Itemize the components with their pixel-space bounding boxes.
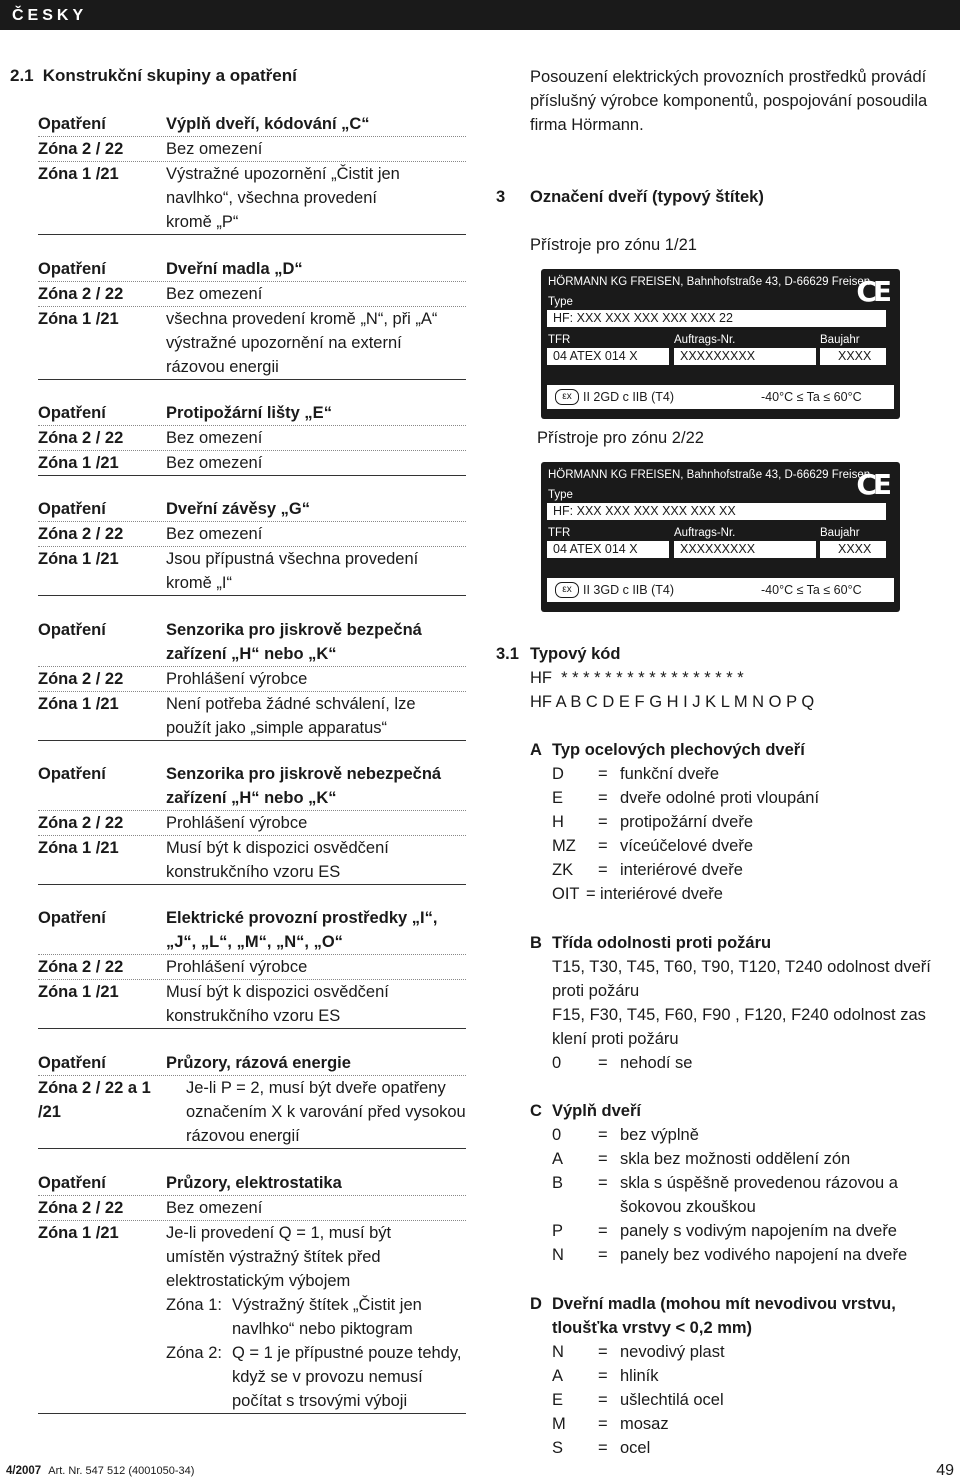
code-desc: skla bez možnosti oddělení zón	[620, 1150, 851, 1168]
zone-sub-value: Q = 1 je přípustné pouze tehdy, když se v provozu nemusí počítat s trsovými výboji	[232, 1344, 462, 1410]
row-value: Jsou přípustná všechna provedení kromě „I“	[166, 550, 419, 592]
zone-sub-value: Výstražný štítek „Čistit jen navlhko“ nebo piktogram	[232, 1296, 422, 1338]
row-value: Dveřní závěsy „G“	[166, 500, 310, 518]
row-value: Výplň dveří, kódování „C“	[166, 115, 370, 133]
plate-ex-bar	[547, 578, 894, 602]
row-key: Zóna 2 / 22	[38, 140, 124, 158]
row-key: Zóna 1 /21	[38, 1224, 119, 1242]
section-3-title	[496, 185, 956, 209]
ex-mark-icon: εx	[555, 582, 579, 598]
row-value: Bez omezení	[166, 1199, 263, 1217]
code-key: MZ	[552, 837, 576, 855]
row-key: Zóna 1 /21	[38, 550, 119, 568]
row-key: Opatření	[38, 765, 106, 783]
row-key: Zóna 2 / 22	[38, 670, 124, 688]
code-eq: =	[598, 1246, 608, 1264]
row-value: Není potřeba žádné schválení, lze použít jako „simple apparatus“	[166, 695, 416, 737]
code-desc: nevodivý plast	[620, 1343, 725, 1361]
row-key: Zóna 2 / 22	[38, 1199, 124, 1217]
language-header: ČESKY	[0, 0, 960, 30]
code-eq: =	[598, 1222, 608, 1240]
section-title: Označení dveří (typový štítek)	[530, 188, 764, 206]
row-key: Zóna 1 /21	[38, 165, 119, 183]
measure-block-viewport-impact	[38, 1051, 466, 1149]
row-value: Protipožární lišty „E“	[166, 404, 332, 422]
code-key: M	[552, 1415, 566, 1433]
code-key: OIT	[552, 885, 580, 903]
section-title: Typový kód	[530, 645, 621, 663]
code-eq: =	[598, 789, 608, 807]
row-value: Průzory, elektrostatika	[166, 1174, 342, 1192]
row-key: Zóna 2 / 22	[38, 958, 124, 976]
code-eq: =	[598, 1415, 608, 1433]
code-eq: =	[598, 1174, 608, 1192]
row-key: Zóna 1 /21	[38, 695, 119, 713]
row-value: Bez omezení	[166, 140, 263, 158]
row-key: Zóna 1 /21	[38, 983, 119, 1001]
section-title: Konstrukční skupiny a opatření	[42, 66, 297, 85]
code-desc: dveře odolné proti vloupání	[620, 789, 820, 807]
code-key: N	[552, 1343, 564, 1361]
code-desc: panely bez vodivého napojení na dveře	[620, 1246, 908, 1264]
row-key: Zóna 1 /21	[38, 310, 119, 328]
row-value: Dveřní madla „D“	[166, 260, 303, 278]
code-desc: hliník	[620, 1367, 659, 1385]
code-desc: mosaz	[620, 1415, 669, 1433]
group-title: Třída odolnosti proti požáru	[552, 934, 772, 952]
code-desc: interiérové dveře	[600, 885, 723, 903]
section-3-1	[496, 642, 956, 714]
row-value: Senzorika pro jiskrově bezpečná zařízení „H“ nebo „K“	[166, 621, 422, 663]
row-key: Opatření	[38, 1174, 106, 1192]
group-letter: C	[530, 1102, 542, 1120]
row-value: Bez omezení	[166, 525, 263, 543]
footer-date: 4/2007	[6, 1465, 42, 1477]
row-key: Zóna 2 / 22	[38, 814, 124, 832]
zone-sub-key: Zóna 2:	[166, 1344, 222, 1362]
row-value: Musí být k dispozici osvědčení konstrukčního vzoru ES	[166, 839, 389, 881]
plate-temp-range: -40°C ≤ Ta ≤ 60°C	[761, 390, 862, 404]
code-key: A	[552, 1367, 564, 1385]
group-title: Dveřní madla (mohou mít nevodivou vrstvu, tloušťka vrstvy < 0,2 mm)	[552, 1295, 896, 1337]
row-value: Prohlášení výrobce	[166, 814, 308, 832]
plate-type-label: Type	[548, 489, 573, 501]
row-value: Bez omezení	[166, 429, 263, 447]
row-key: Zóna 2 / 22	[38, 525, 124, 543]
code-desc: protipožární dveře	[620, 813, 753, 831]
measure-block-viewport-static	[38, 1171, 466, 1414]
group-d	[530, 1292, 930, 1460]
plate-order-label: Auftrags-Nr.	[674, 334, 736, 346]
plate-order-label: Auftrags-Nr.	[674, 527, 736, 539]
section-2-1-title	[10, 66, 297, 86]
row-value: Je-li P = 2, musí být dveře opatřeny označením X k varování před vysokou rázovou energií	[186, 1079, 466, 1145]
code-key: E	[552, 789, 564, 807]
code-eq: =	[598, 765, 608, 783]
row-value: Senzorika pro jiskrově nebezpečná zařízení „H“ nebo „K“	[166, 765, 442, 807]
row-value: Bez omezení	[166, 454, 263, 472]
code-key: E	[552, 1391, 564, 1409]
fire-class-line: F15, F30, T45, F60, F90 , F120, F240 odolnost zas klení proti požáru	[552, 1006, 926, 1048]
plate-tfr-value: 04 ATEX 014 X	[547, 348, 669, 365]
row-key: Opatření	[38, 621, 106, 639]
assessment-intro: Posouzení elektrických provozních prostředků provádí příslušný výrobce komponentů, pospojování posoudila firma Hörmann.	[530, 68, 928, 134]
fire-class-line: T15, T30, T45, T60, T90, T120, T240 odolnost dveří proti požáru	[552, 958, 931, 1000]
code-eq: =	[598, 861, 608, 879]
row-key: Opatření	[38, 260, 106, 278]
plate-caption-zone1: Přístroje pro zónu 1/21	[530, 236, 697, 254]
row-key: Zóna 2 / 22 a 1 /21	[38, 1079, 151, 1121]
code-key: P	[552, 1222, 564, 1240]
group-b	[530, 931, 955, 1075]
code-desc: bez výplně	[620, 1126, 699, 1144]
code-desc: funkční dveře	[620, 765, 720, 783]
row-value: Bez omezení	[166, 285, 263, 303]
row-key: Opatření	[38, 404, 106, 422]
measure-block-g	[38, 497, 466, 596]
plate-tfr-label: TFR	[548, 334, 571, 346]
plate-maker: HÖRMANN KG FREISEN, Bahnhofstraße 43, D-66629 Freisen	[548, 276, 871, 288]
plate-type-label: Type	[548, 296, 573, 308]
plate-ex-bar	[547, 385, 894, 409]
row-key: Zóna 1 /21	[38, 839, 119, 857]
row-key: Opatření	[38, 500, 106, 518]
code-key: 0	[552, 1126, 562, 1144]
plate-year-label: Baujahr	[820, 527, 860, 539]
code-key: S	[552, 1439, 564, 1457]
group-letter: D	[530, 1295, 542, 1313]
row-value: Musí být k dispozici osvědčení konstrukčního vzoru ES	[166, 983, 389, 1025]
plate-year-value: XXXX	[820, 541, 886, 558]
code-eq: =	[598, 1343, 608, 1361]
measure-block-e	[38, 401, 466, 476]
measure-block-electric	[38, 906, 466, 1029]
row-key: Zóna 2 / 22	[38, 285, 124, 303]
code-eq: =	[598, 1150, 608, 1168]
code-key: 0	[552, 1054, 562, 1072]
plate-year-value: XXXX	[820, 348, 886, 365]
row-value: Je-li provedení Q = 1, musí být umístěn výstražný štítek před elektrostatickým výbojem	[166, 1224, 392, 1290]
group-title: Výplň dveří	[552, 1102, 641, 1120]
measure-block-sensor-safe	[38, 618, 466, 741]
code-desc: ocel	[620, 1439, 651, 1457]
code-desc: ušlechtilá ocel	[620, 1391, 724, 1409]
page-number: 49	[936, 1462, 954, 1479]
code-key: N	[552, 1246, 564, 1264]
code-desc: skla s úspěšně provedenou rázovou a šokovou zkouškou	[620, 1174, 898, 1216]
code-eq: =	[598, 837, 608, 855]
code-key: H	[552, 813, 564, 831]
row-key: Opatření	[38, 1054, 106, 1072]
plate-year-label: Baujahr	[820, 334, 860, 346]
code-desc: nehodí se	[620, 1054, 693, 1072]
code-key: D	[552, 765, 564, 783]
row-value: Elektrické provozní prostředky „I“, „J“, „L“, „M“, „N“, „O“	[166, 909, 438, 951]
row-value: Výstražné upozornění „Čistit jen navlhko“, všechna provedení kromě „P“	[166, 165, 400, 231]
code-eq: =	[586, 885, 596, 903]
code-eq: =	[598, 1439, 608, 1457]
group-letter: A	[530, 741, 542, 759]
section-number: 3.1	[496, 645, 519, 663]
plate-order-value: XXXXXXXXX	[674, 541, 816, 558]
code-key: A	[552, 1150, 564, 1168]
plate-ex-class: II 3GD c IIB (T4)	[583, 583, 674, 597]
type-code-mask: HF * * * * * * * * * * * * * * * * *	[530, 669, 744, 687]
ce-mark-icon: CE	[856, 275, 888, 308]
footer-article: Art. Nr. 547 512 (4001050-34)	[48, 1465, 195, 1477]
row-value: Průzory, rázová energie	[166, 1054, 351, 1072]
ce-mark-icon: CE	[856, 468, 888, 501]
zone-sub-key: Zóna 1:	[166, 1296, 222, 1314]
row-value: Prohlášení výrobce	[166, 670, 308, 688]
row-key: Zóna 1 /21	[38, 454, 119, 472]
footer	[6, 1465, 194, 1477]
plate-maker: HÖRMANN KG FREISEN, Bahnhofstraße 43, D-66629 Freisen	[548, 469, 871, 481]
plate-tfr-label: TFR	[548, 527, 571, 539]
row-key: Opatření	[38, 115, 106, 133]
ex-mark-icon: εx	[555, 389, 579, 405]
plate-caption-zone2: Přístroje pro zónu 2/22	[537, 429, 704, 447]
plate-type-value: HF: XXX XXX XXX XXX XXX XX	[547, 503, 886, 520]
row-value: všechna provedení kromě „N“, při „A“ výstražné upozornění na externí rázovou energii	[166, 310, 438, 376]
code-desc: víceúčelové dveře	[620, 837, 753, 855]
section-number: 2.1	[10, 66, 34, 85]
plate-tfr-value: 04 ATEX 014 X	[547, 541, 669, 558]
code-key: ZK	[552, 861, 574, 879]
group-c	[530, 1099, 950, 1267]
type-plate-zone2	[541, 462, 900, 612]
plate-ex-class: II 2GD c IIB (T4)	[583, 390, 674, 404]
row-key: Opatření	[38, 909, 106, 927]
section-number: 3	[496, 188, 506, 206]
measure-block-d	[38, 257, 466, 380]
plate-type-value: HF: XXX XXX XXX XXX XXX 22	[547, 310, 886, 327]
measure-block-sensor-unsafe	[38, 762, 466, 885]
code-eq: =	[598, 1391, 608, 1409]
type-code-letters: HF A B C D E F G H I J K L M N O P Q	[530, 693, 815, 711]
plate-order-value: XXXXXXXXX	[674, 348, 816, 365]
code-eq: =	[598, 1367, 608, 1385]
code-desc: panely s vodivým napojením na dveře	[620, 1222, 897, 1240]
group-letter: B	[530, 934, 542, 952]
code-key: B	[552, 1174, 564, 1192]
group-title: Typ ocelových plechových dveří	[552, 741, 805, 759]
code-eq: =	[598, 1054, 608, 1072]
code-eq: =	[598, 813, 608, 831]
row-key: Zóna 2 / 22	[38, 429, 124, 447]
code-desc: interiérové dveře	[620, 861, 743, 879]
code-eq: =	[598, 1126, 608, 1144]
row-value: Prohlášení výrobce	[166, 958, 308, 976]
plate-temp-range: -40°C ≤ Ta ≤ 60°C	[761, 583, 862, 597]
measure-block-c	[38, 112, 466, 235]
type-plate-zone1	[541, 269, 900, 419]
group-a	[530, 738, 950, 906]
